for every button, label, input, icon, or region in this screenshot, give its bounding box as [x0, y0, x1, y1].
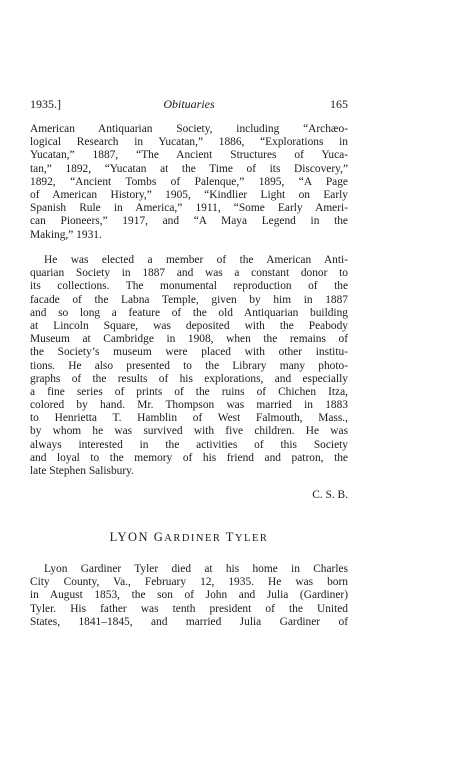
text-line: and so long a feature of the old Antiquarian building: [30, 306, 348, 319]
paragraph-tyler: [30, 563, 348, 629]
text-line: Making,” 1931.: [30, 228, 102, 241]
text-line: to Henrietta T. Hamblin of West Falmouth, Mass.,: [30, 412, 348, 425]
running-title: Obituaries: [163, 97, 215, 111]
text-line: late Stephen Salisbury.: [30, 465, 134, 477]
text-line: the Society’s museum were placed with other institu-: [30, 346, 348, 359]
text-line: of American History,” 1905, “Kindlier Light on Early: [30, 188, 348, 201]
title-part-small: YLER: [234, 533, 269, 544]
text-line: graphs of the results of his explorations, and especially: [30, 372, 348, 385]
text-line: can Pioneers,” 1917, and “A Maya Legend in the: [30, 215, 348, 228]
author-initials: C. S. B.: [312, 489, 348, 501]
text-line: at Lincoln Square, was deposited with the Peabody: [30, 319, 348, 332]
text-line: Yucatan,” 1887, “The Ancient Structures of Yuca-: [30, 149, 348, 162]
title-part-small: ARDINER: [164, 533, 222, 544]
text-line: tions. He also presented to the Library many photo-: [30, 359, 348, 372]
text-line: tan,” 1892, “Yucatan at the Time of its Discovery,”: [30, 162, 348, 175]
text-line: and loyal to the memory of his friend and patron, the: [30, 451, 348, 464]
text-line: American Antiquarian Society, including “Archæo-: [30, 123, 348, 135]
text-line: He was elected a member of the American Anti-: [44, 254, 348, 266]
text-line: by whom he was survived with five children. He was: [30, 425, 348, 438]
page-header: [30, 97, 348, 113]
text-line: quarian Society in 1887 and was a constant donor to: [30, 267, 348, 280]
text-line: in August 1853, the son of John and Julia (Gardiner): [30, 589, 348, 602]
text-line: Museum at Cambridge in 1908, when the remains of: [30, 333, 348, 346]
text-line: 1892, “Ancient Tombs of Palenque,” 1895, “A Page: [30, 175, 348, 188]
text-line: facade of the Labna Temple, given by him in 1887: [30, 293, 348, 306]
text-line: a fine series of prints of the ruins of Chichen Itza,: [30, 385, 348, 398]
text-line: Lyon Gardiner Tyler died at his home in Charles: [44, 563, 348, 575]
text-line: its collections. The monumental reproduction of the: [30, 280, 348, 293]
text-line: States, 1841–1845, and married Julia Gardiner of: [30, 615, 348, 628]
text-line: City County, Va., February 12, 1935. He was born: [30, 576, 348, 589]
header-year: 1935.]: [30, 97, 61, 111]
page-number: 165: [330, 97, 348, 111]
obituary-title: [30, 530, 348, 545]
title-part: LYON G: [109, 530, 165, 544]
title-part: T: [221, 530, 235, 544]
paragraph-publications: [30, 123, 348, 242]
text-line: always interested in the activities of this Society: [30, 438, 348, 451]
paragraph-membership: [30, 254, 348, 478]
text-line: Tyler. His father was tenth president of the United: [30, 602, 348, 615]
text-line: colored by hand. Mr. Thompson was married in 1883: [30, 399, 348, 412]
text-line: Spanish Rule in America,” 1911, “Some Early Ameri-: [30, 202, 348, 215]
text-line: logical Research in Yucatan,” 1886, “Explorations in: [30, 136, 348, 149]
